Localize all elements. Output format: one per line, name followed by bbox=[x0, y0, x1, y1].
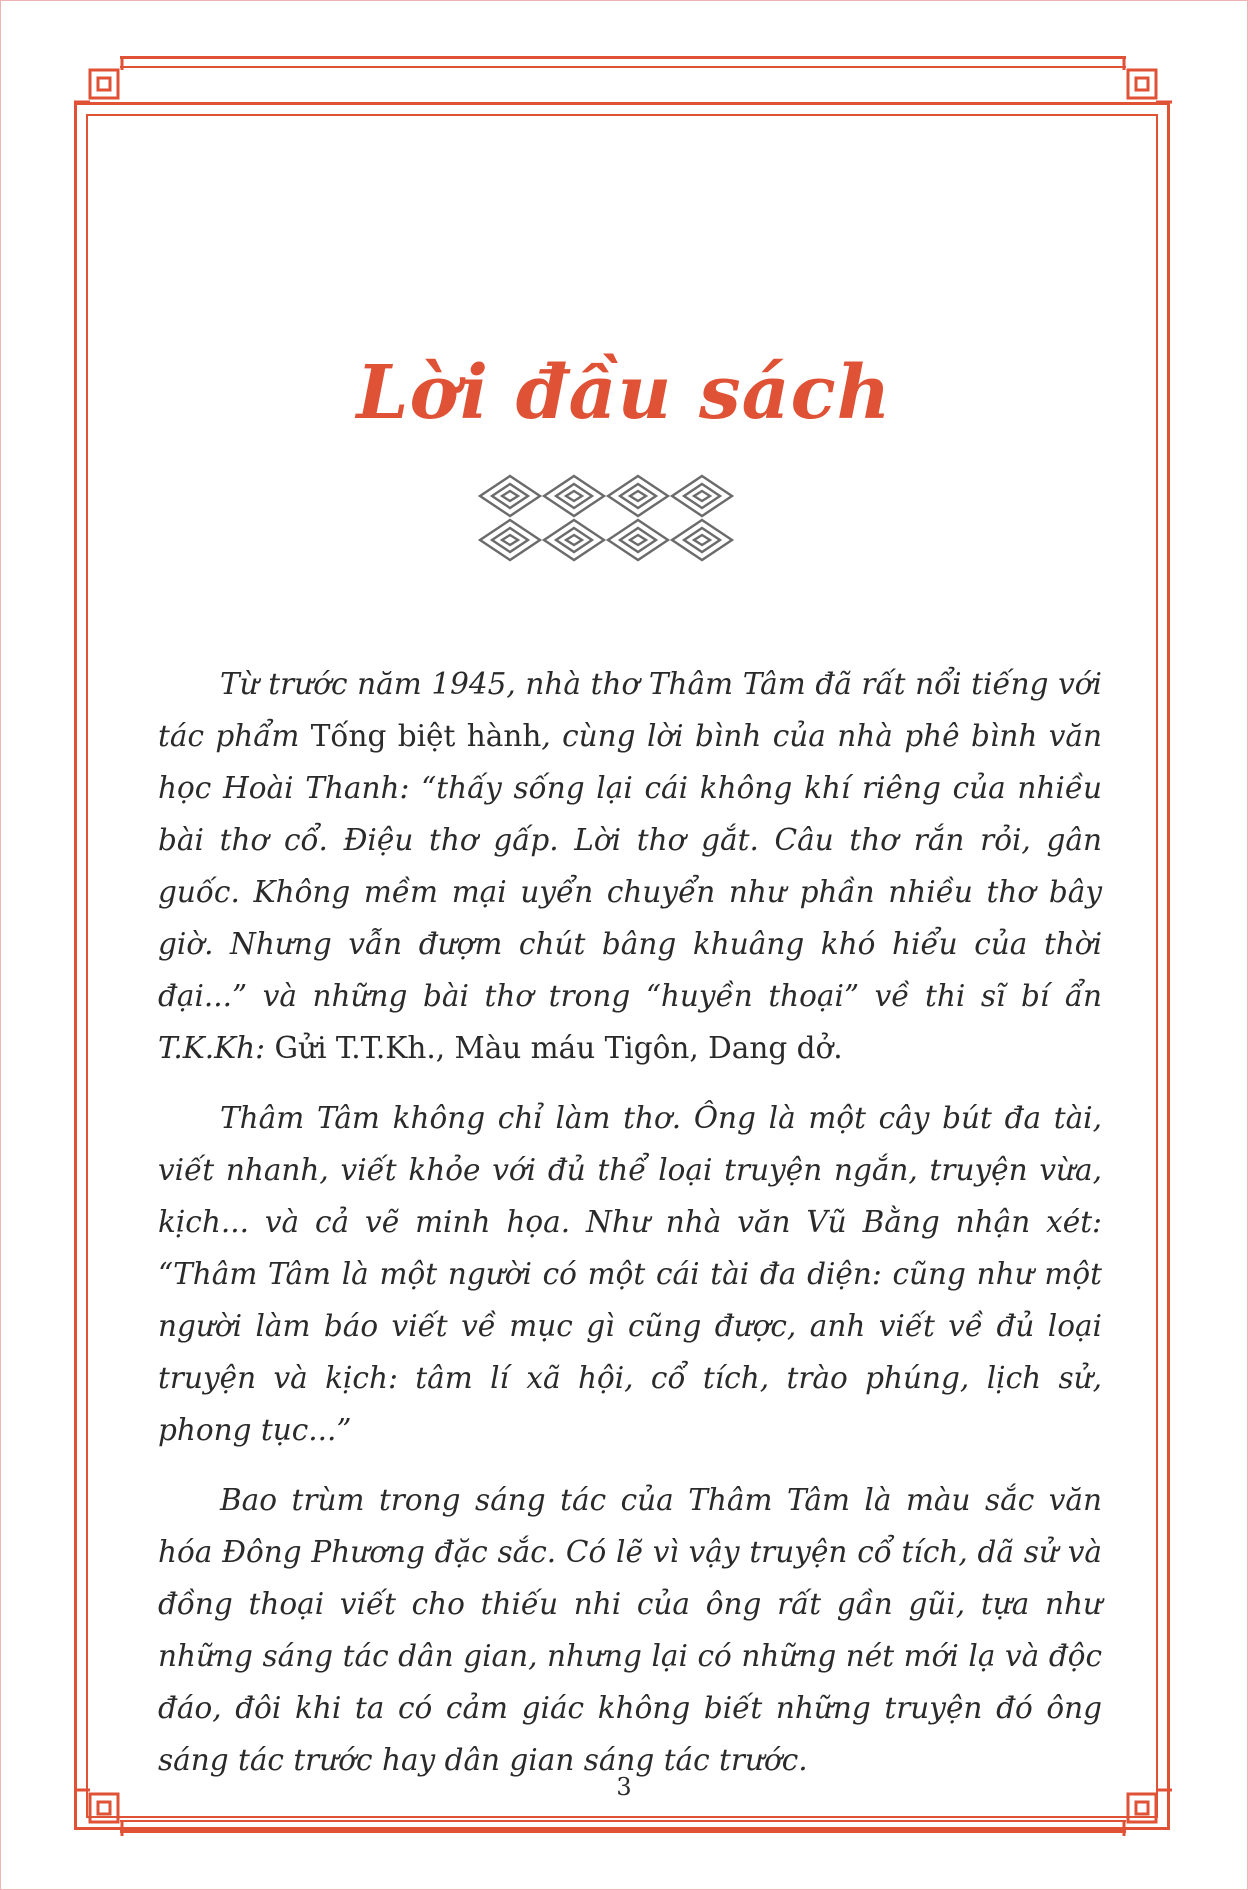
preface-body bbox=[158, 658, 1102, 1804]
paragraph-1 bbox=[158, 658, 1102, 1074]
paragraph-1-text-cont: , cùng lời bình của nhà phê bình văn học Hoài Thanh: “thấy sống lại cái không khí riêng của nhiều bài thơ cổ. Điệu thơ gấp. Lời thơ gắt. Câu thơ rắn rỏi, gân guốc. Không mềm mại uyển chuyển như phần nhiều thơ bây giờ. Nhưng vẫn đượm chút bâng khuâng khó hiểu của thời đại...” và những bài thơ trong “huyền thoại” về thi sĩ bí ẩn T.K.Kh: bbox=[158, 719, 1102, 1065]
poem-title: Tống biệt hành bbox=[310, 719, 542, 753]
frame-top-line bbox=[120, 56, 1126, 59]
meander-corner-icon bbox=[1112, 54, 1172, 114]
poem-titles: Gửi T.T.Kh., Màu máu Tigôn, Dang dở. bbox=[274, 1031, 843, 1065]
paragraph-1-text: Từ trước năm 1945, nhà thơ Thâm Tâm đã rất nổi tiếng với tác phẩm bbox=[158, 667, 1102, 753]
paragraph-2: Thâm Tâm không chỉ làm thơ. Ông là một cây bút đa tài, viết nhanh, viết khỏe với đủ thể loại truyện ngắn, truyện vừa, kịch... và cả vẽ minh họa. Như nhà văn Vũ Bằng nhận xét: “Thâm Tâm là một người có một cái tài đa diện: cũng như một người làm báo viết về mục gì cũng được, anh viết về đủ loại truyện và kịch: tâm lí xã hội, cổ tích, trào phúng, lịch sử, phong tục...” bbox=[158, 1101, 1102, 1447]
frame-bottom-line-inner bbox=[120, 1820, 1126, 1822]
meander-corner-icon bbox=[74, 54, 134, 114]
paragraph-3: Bao trùm trong sáng tác của Thâm Tâm là màu sắc văn hóa Đông Phương đặc sắc. Có lẽ vì vậy truyện cổ tích, dã sử và đồng thoại viết cho thiếu nhi của ông rất gần gũi, tựa như những sáng tác dân gian, nhưng lại có những nét mới lạ và độc đáo, đôi khi ta có cảm giác không biết những truyện đó ông sáng tác trước hay dân gian sáng tác trước. bbox=[158, 1483, 1102, 1777]
frame-bottom-line bbox=[120, 1830, 1126, 1833]
page-number: 3 bbox=[616, 1773, 632, 1801]
diamond-pattern-icon bbox=[478, 474, 782, 562]
page-title: Lời đầu sách bbox=[356, 350, 892, 436]
frame-top-line-inner bbox=[120, 66, 1126, 68]
